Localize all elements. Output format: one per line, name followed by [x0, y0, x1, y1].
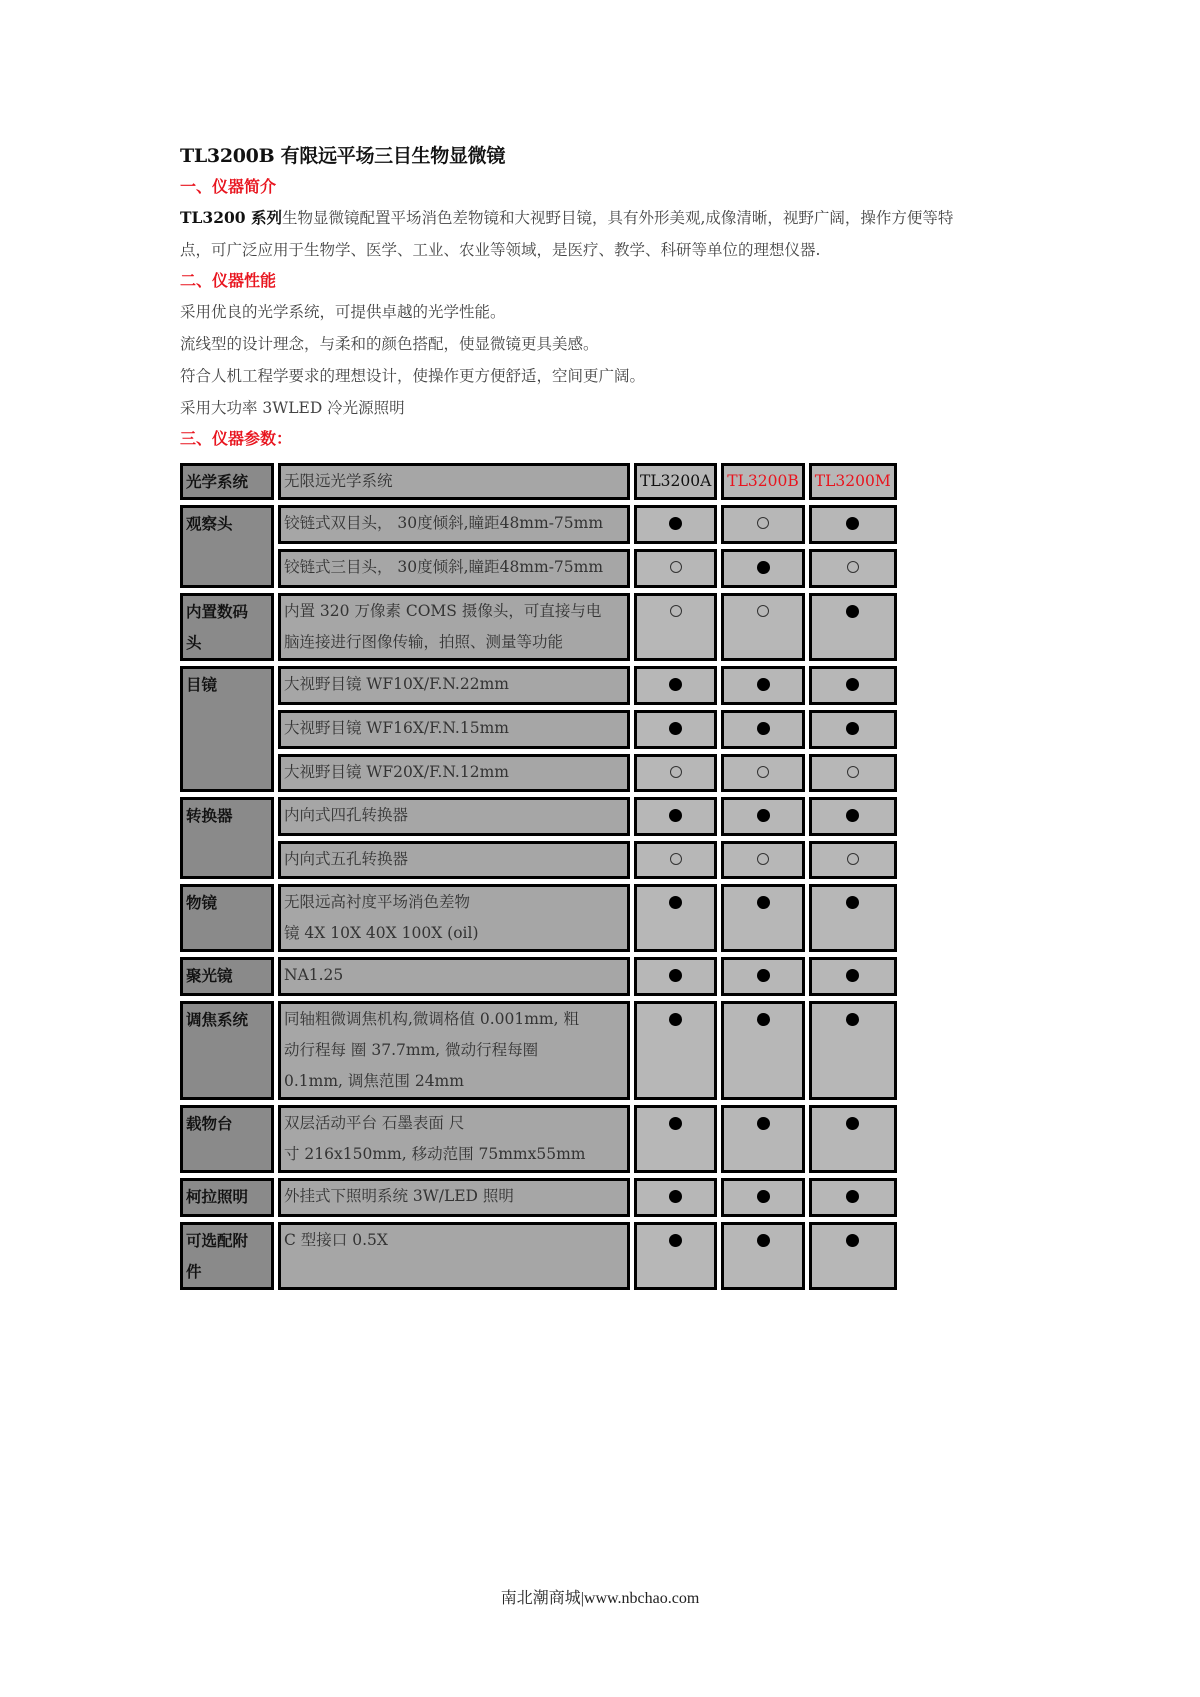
model-availability-tl3200a — [634, 505, 717, 544]
table-row — [180, 957, 897, 996]
model-availability-tl3200a — [634, 1001, 717, 1100]
filled-circle-icon — [846, 809, 859, 822]
filled-circle-icon — [846, 517, 859, 530]
table-row — [180, 666, 897, 705]
row-description: 内置 320 万像素 COMS 摄像头，可直接与电 脑连接进行图像传输，拍照、测量等功能 — [278, 593, 630, 661]
intro-text: 生物显微镜配置平场消色差物镜和大视野目镜，具有外形美观,成像清晰，视野广阔，操作方便等特点，可广泛应用于生物学、医学、工业、农业等领域，是医疗、教学、科研等单位的理想仪器. — [180, 209, 954, 259]
table-row — [180, 1105, 897, 1173]
spec-table — [176, 458, 901, 1295]
table-row — [180, 710, 897, 749]
row-category: 转换器 — [180, 797, 274, 879]
empty-circle-icon — [670, 605, 682, 617]
filled-circle-icon — [757, 809, 770, 822]
performance-line: 采用优良的光学系统，可提供卓越的光学性能。 — [180, 303, 506, 321]
row-category: 调焦系统 — [180, 1001, 274, 1100]
model-availability-tl3200b — [721, 666, 804, 705]
model-availability-tl3200b — [721, 505, 804, 544]
empty-circle-icon — [670, 561, 682, 573]
row-description: 双层活动平台 石墨表面 尺 寸 216x150mm, 移动范围 75mmx55mm — [278, 1105, 630, 1173]
filled-circle-icon — [669, 809, 682, 822]
header-desc: 无限远光学系统 — [278, 463, 630, 500]
filled-circle-icon — [669, 969, 682, 982]
empty-circle-icon — [757, 766, 769, 778]
model-availability-tl3200m — [809, 1178, 897, 1217]
model-availability-tl3200b — [721, 549, 804, 588]
empty-circle-icon — [757, 517, 769, 529]
model-availability-tl3200a — [634, 1222, 717, 1290]
table-row — [180, 841, 897, 879]
model-availability-tl3200a — [634, 754, 717, 792]
row-category: 目镜 — [180, 666, 274, 792]
filled-circle-icon — [757, 1117, 770, 1130]
model-availability-tl3200m — [809, 754, 897, 792]
filled-circle-icon — [846, 896, 859, 909]
performance-line: 符合人机工程学要求的理想设计，使操作更方便舒适，空间更广阔。 — [180, 367, 646, 385]
header-category: 光学系统 — [180, 463, 274, 500]
model-availability-tl3200a — [634, 1105, 717, 1173]
model-availability-tl3200a — [634, 1178, 717, 1217]
filled-circle-icon — [846, 678, 859, 691]
filled-circle-icon — [757, 561, 770, 574]
model-availability-tl3200b — [721, 593, 804, 661]
filled-circle-icon — [846, 1117, 859, 1130]
row-category: 物镜 — [180, 884, 274, 952]
filled-circle-icon — [757, 678, 770, 691]
model-availability-tl3200m — [809, 593, 897, 661]
filled-circle-icon — [669, 678, 682, 691]
row-description: 铰链式双目头， 30度倾斜,瞳距48mm-75mm — [278, 505, 630, 544]
row-description: C 型接口 0.5X — [278, 1222, 630, 1290]
filled-circle-icon — [669, 896, 682, 909]
table-row — [180, 549, 897, 588]
filled-circle-icon — [669, 1013, 682, 1026]
model-availability-tl3200a — [634, 841, 717, 879]
model-availability-tl3200m — [809, 710, 897, 749]
row-description: 大视野目镜 WF10X/F.N.22mm — [278, 666, 630, 705]
filled-circle-icon — [757, 1013, 770, 1026]
row-description: 同轴粗微调焦机构,微调格值 0.001mm, 粗 动行程每 圈 37.7mm, 微动行程每圈 0.1mm, 调焦范围 24mm — [278, 1001, 630, 1100]
row-description: NA1.25 — [278, 957, 630, 996]
model-header-tl3200a: TL3200A — [634, 463, 717, 500]
section-heading-performance: 二、仪器性能 — [180, 271, 277, 290]
table-row — [180, 1178, 897, 1217]
filled-circle-icon — [846, 605, 859, 618]
row-category: 柯拉照明 — [180, 1178, 274, 1217]
model-availability-tl3200a — [634, 797, 717, 836]
model-availability-tl3200b — [721, 884, 804, 952]
intro-lead: TL3200 系列 — [180, 208, 282, 227]
model-availability-tl3200b — [721, 957, 804, 996]
model-availability-tl3200b — [721, 1001, 804, 1100]
row-category: 聚光镜 — [180, 957, 274, 996]
table-header-row — [180, 463, 897, 500]
table-row — [180, 797, 897, 836]
section-heading-parameters: 三、仪器参数： — [180, 429, 293, 448]
model-availability-tl3200m — [809, 957, 897, 996]
filled-circle-icon — [757, 896, 770, 909]
model-availability-tl3200a — [634, 884, 717, 952]
model-availability-tl3200m — [809, 549, 897, 588]
table-row — [180, 593, 897, 661]
row-description: 无限远高衬度平场消色差物 镜 4X 10X 40X 100X (oil) — [278, 884, 630, 952]
footer: 南北潮商城|www.nbchao.com — [500, 1590, 700, 1607]
table-row — [180, 884, 897, 952]
empty-circle-icon — [757, 853, 769, 865]
row-category: 载物台 — [180, 1105, 274, 1173]
empty-circle-icon — [670, 766, 682, 778]
model-availability-tl3200a — [634, 549, 717, 588]
empty-circle-icon — [670, 853, 682, 865]
table-row — [180, 1222, 897, 1290]
model-header-tl3200b: TL3200B — [721, 463, 804, 500]
model-availability-tl3200m — [809, 1222, 897, 1290]
filled-circle-icon — [669, 1117, 682, 1130]
model-header-tl3200m: TL3200M — [809, 463, 897, 500]
model-availability-tl3200m — [809, 884, 897, 952]
row-category: 观察头 — [180, 505, 274, 588]
performance-line: 流线型的设计理念，与柔和的颜色搭配，使显微镜更具美感。 — [180, 335, 599, 353]
performance-line: 采用大功率 3WLED 冷光源照明 — [180, 399, 405, 417]
row-description: 大视野目镜 WF20X/F.N.12mm — [278, 754, 630, 792]
document-body — [180, 140, 1030, 454]
document-title: TL3200B 有限远平场三目生物显微镜 — [180, 145, 506, 167]
model-availability-tl3200m — [809, 505, 897, 544]
empty-circle-icon — [847, 853, 859, 865]
filled-circle-icon — [846, 969, 859, 982]
row-description: 外挂式下照明系统 3W/LED 照明 — [278, 1178, 630, 1217]
empty-circle-icon — [847, 766, 859, 778]
filled-circle-icon — [757, 969, 770, 982]
filled-circle-icon — [669, 1190, 682, 1203]
row-description: 大视野目镜 WF16X/F.N.15mm — [278, 710, 630, 749]
filled-circle-icon — [846, 1013, 859, 1026]
model-availability-tl3200m — [809, 797, 897, 836]
row-category: 内置数码 头 — [180, 593, 274, 661]
filled-circle-icon — [757, 1190, 770, 1203]
intro-paragraph — [180, 202, 970, 266]
model-availability-tl3200m — [809, 1105, 897, 1173]
model-availability-tl3200a — [634, 593, 717, 661]
row-description: 铰链式三目头， 30度倾斜,瞳距48mm-75mm — [278, 549, 630, 588]
filled-circle-icon — [757, 1234, 770, 1247]
model-availability-tl3200b — [721, 710, 804, 749]
table-row — [180, 754, 897, 792]
model-availability-tl3200b — [721, 1222, 804, 1290]
model-availability-tl3200a — [634, 710, 717, 749]
table-row — [180, 1001, 897, 1100]
filled-circle-icon — [669, 722, 682, 735]
model-availability-tl3200a — [634, 957, 717, 996]
row-description: 内向式四孔转换器 — [278, 797, 630, 836]
model-availability-tl3200b — [721, 841, 804, 879]
section-heading-intro: 一、仪器简介 — [180, 177, 277, 196]
model-availability-tl3200m — [809, 666, 897, 705]
filled-circle-icon — [757, 722, 770, 735]
filled-circle-icon — [846, 1190, 859, 1203]
row-category: 可选配附 件 — [180, 1222, 274, 1290]
model-availability-tl3200m — [809, 841, 897, 879]
row-description: 内向式五孔转换器 — [278, 841, 630, 879]
model-availability-tl3200b — [721, 797, 804, 836]
filled-circle-icon — [846, 1234, 859, 1247]
filled-circle-icon — [669, 1234, 682, 1247]
table-row — [180, 505, 897, 544]
model-availability-tl3200a — [634, 666, 717, 705]
filled-circle-icon — [669, 517, 682, 530]
empty-circle-icon — [847, 561, 859, 573]
model-availability-tl3200m — [809, 1001, 897, 1100]
model-availability-tl3200b — [721, 1105, 804, 1173]
model-availability-tl3200b — [721, 754, 804, 792]
filled-circle-icon — [846, 722, 859, 735]
empty-circle-icon — [757, 605, 769, 617]
model-availability-tl3200b — [721, 1178, 804, 1217]
